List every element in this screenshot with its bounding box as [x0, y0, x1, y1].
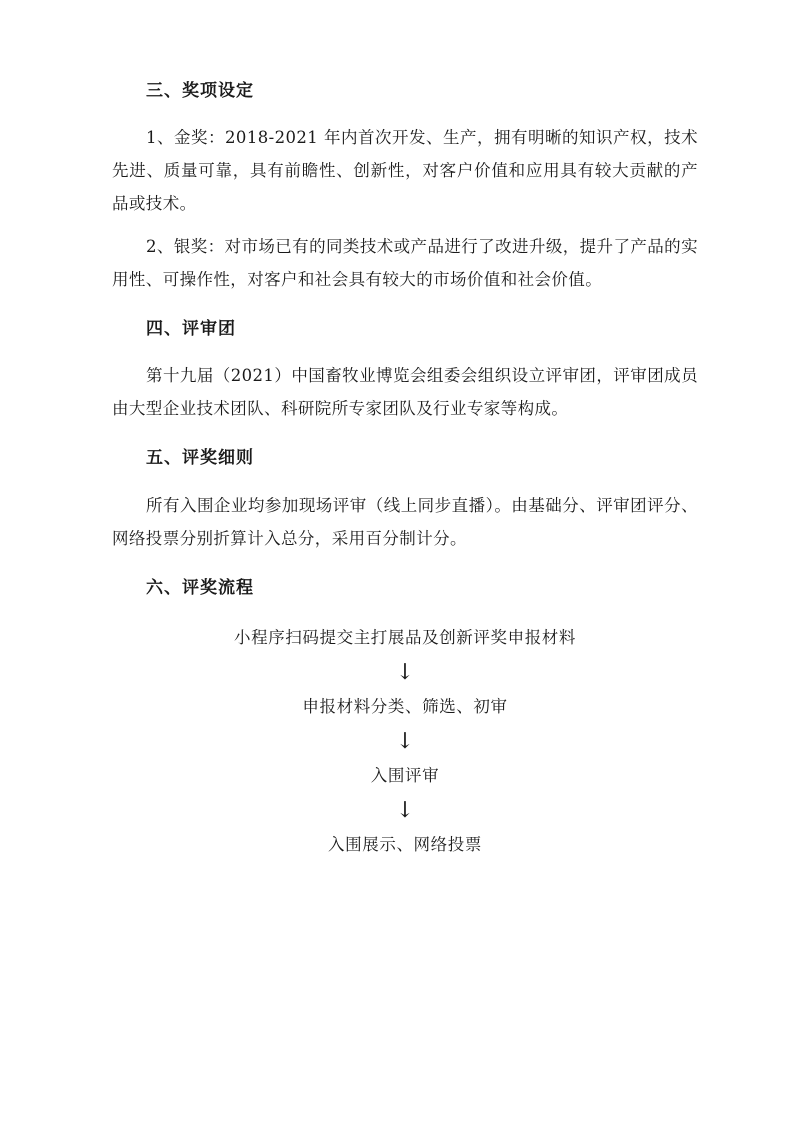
section-jury [112, 316, 698, 425]
paragraph-jury-composition: 第十九届（2021）中国畜牧业博览会组委会组织设立评审团，评审团成员由大型企业技术团队、科研院所专家团队及行业专家等构成。 [112, 366, 698, 419]
section-rules [112, 445, 698, 554]
flow-step-2-label: 申报材料分类、筛选、初审 [302, 696, 508, 716]
section-heading-process: 六、评奖流程 [146, 577, 254, 598]
paragraph-scoring-rules: 所有入围企业均参加现场评审（线上同步直播）。由基础分、评审团评分、网络投票分别折算计入总分，采用百分制计分。 [112, 495, 698, 548]
flow-step-3 [112, 762, 698, 790]
section-heading-awards: 三、奖项设定 [146, 81, 254, 101]
flow-arrow-3-icon: ↓ [395, 797, 415, 823]
section-heading-rules: 五、评奖细则 [146, 448, 254, 469]
section-process [112, 575, 698, 602]
evaluation-flow-diagram [112, 624, 698, 859]
paragraph-silver-award: 2、银奖：对市场已有的同类技术或产品进行了改进升级，提升了产品的实用性、可操作性，对客户和社会具有较大的市场价值和社会价值。 [112, 237, 698, 290]
flow-step-2 [112, 693, 698, 721]
flow-arrow-2-icon: ↓ [395, 728, 415, 754]
flow-step-3-label: 入围评审 [370, 765, 440, 785]
flow-step-1 [112, 624, 698, 652]
flow-arrow-1-icon: ↓ [395, 659, 415, 685]
flow-step-4-label: 入围展示、网络投票 [328, 834, 482, 854]
section-awards [112, 78, 698, 296]
flow-step-4 [112, 831, 698, 859]
section-heading-jury: 四、评审团 [146, 319, 236, 340]
paragraph-gold-award: 1、金奖：2018-2021 年内首次开发、生产，拥有明晰的知识产权，技术先进、质量可靠，具有前瞻性、创新性，对客户价值和应用具有较大贡献的产品或技术。 [112, 128, 698, 214]
flow-step-1-label: 小程序扫码提交主打展品及创新评奖申报材料 [234, 627, 576, 647]
